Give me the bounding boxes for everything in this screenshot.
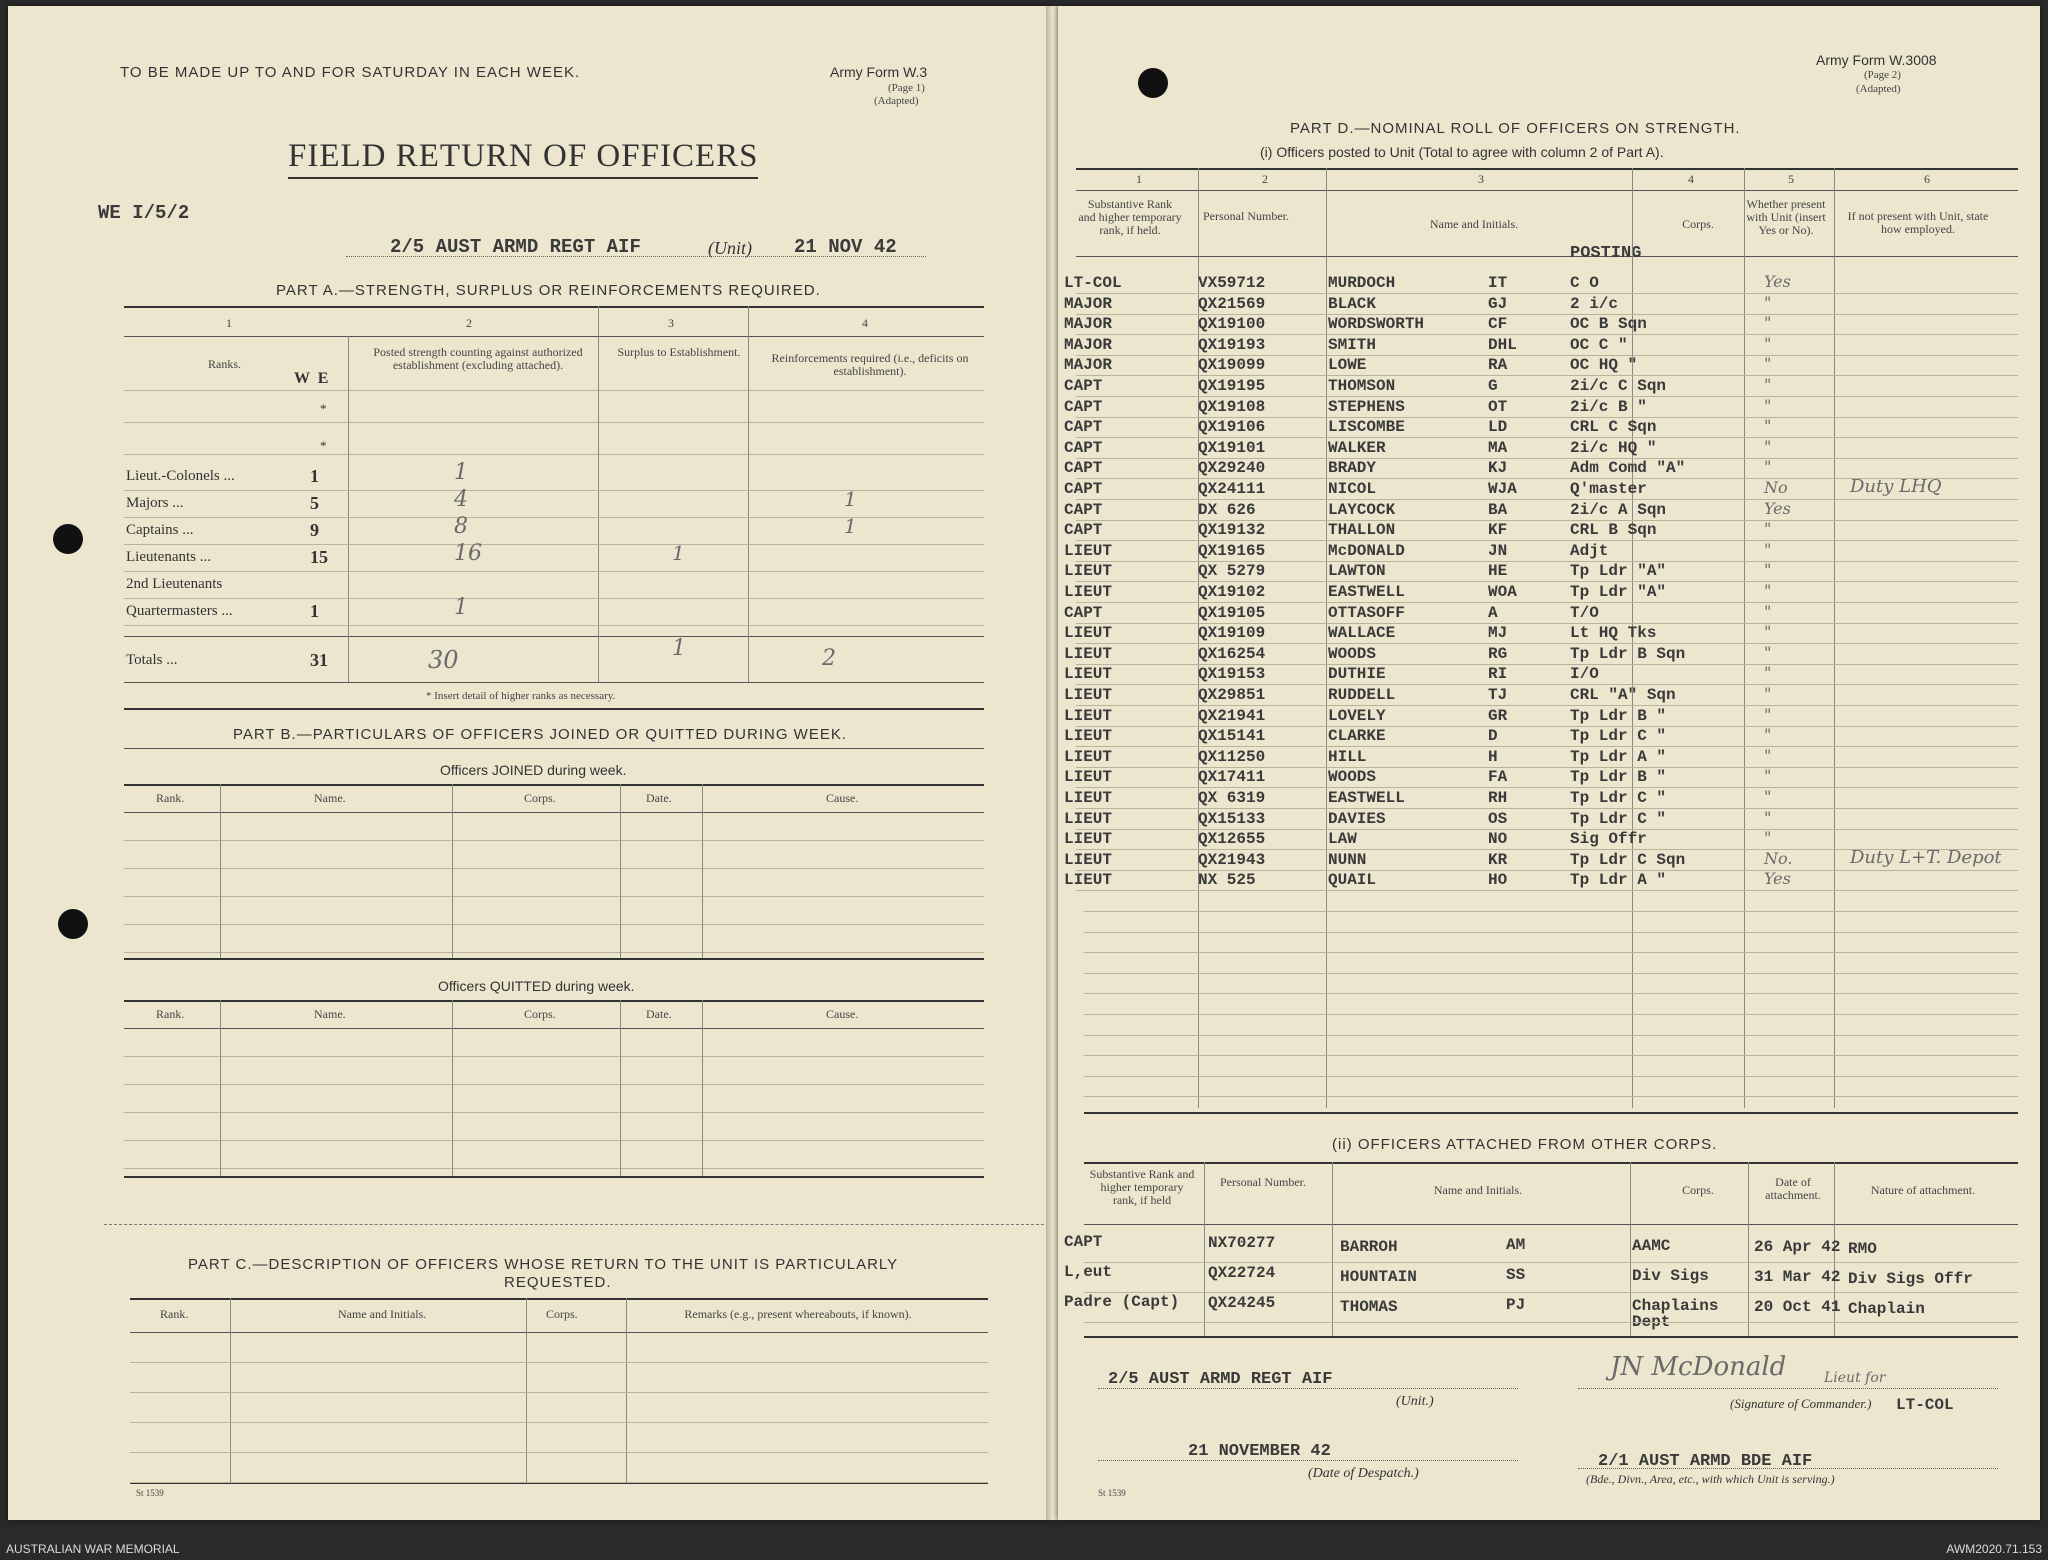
officer-number: QX19101 [1198,438,1266,457]
punch-hole [53,524,83,554]
officer-posting: I/O [1570,665,1599,684]
attached-date: 26 Apr 42 [1754,1238,1841,1256]
attached-nature: RMO [1848,1240,1877,1258]
officer-name: LAW [1328,830,1357,849]
unit-name: 2/5 AUST ARMD REGT AIF [390,236,641,258]
rank-row-surplus: 1 [672,541,685,565]
totals-we: 31 [310,650,328,670]
form-page-right: (Page 2) [1864,69,1901,81]
quitted-heading: Officers QUITTED during week. [438,978,635,994]
officer-present: " [1764,354,1772,374]
officer-present: " [1764,684,1772,703]
officer-rank: CAPT [1064,377,1103,395]
totals-surplus: 1 [672,636,686,661]
despatch-label: (Date of Despatch.) [1308,1466,1419,1481]
totals-reinf: 2 [822,646,836,671]
officer-rank: MAJOR [1064,294,1113,313]
officer-rank: MAJOR [1064,315,1113,334]
column-number: 1 [1136,172,1142,186]
officer-present: " [1764,457,1772,477]
officer-initials: WOA [1488,583,1517,601]
posting-header: POSTING [1570,244,1642,263]
signature-title: LT-COL [1896,1396,1954,1414]
attached-rank: CAPT [1064,1233,1103,1251]
col-name: Name and Initials. [1429,217,1519,231]
officer-present: Yes [1764,869,1791,889]
officer-present: " [1764,375,1772,394]
officer-rank: LIEUT [1064,871,1113,890]
col-present: Whether present with Unit (insert Yes or No). [1746,197,1826,237]
officer-posting: 2 i/c [1570,294,1619,313]
officer-posting: Tp Ldr C " [1570,727,1667,746]
commander-signature: JN McDonald [1610,1352,1787,1382]
attached-rank: L,eut [1064,1263,1113,1281]
officer-initials: KF [1488,521,1508,540]
attached-initials: PJ [1506,1296,1526,1314]
officer-posting: OC B Sqn [1570,315,1647,334]
officer-number: QX21569 [1198,294,1266,313]
officer-initials: KJ [1488,459,1508,478]
officer-present: " [1764,416,1772,436]
attached-name: THOMAS [1340,1298,1398,1316]
col-rank: Substantive Rank and higher temporary rank, if held. [1078,197,1182,237]
officer-number: QX19195 [1198,377,1266,395]
officer-posting: Tp Ldr "A" [1570,583,1667,601]
part-a-footnote: * Insert detail of higher ranks as necessary. [426,690,616,702]
joined-table-col: Date. [646,791,672,805]
officer-number: QX15141 [1198,727,1266,746]
officer-name: WOODS [1328,768,1377,787]
officer-number: NX 525 [1198,871,1256,890]
quitted-table-col: Name. [314,1007,346,1021]
officer-number: QX29240 [1198,459,1266,478]
formation-label: (Bde., Divn., Area, etc., with which Unit is serving.) [1586,1472,1835,1486]
part-a-heading: PART A.—STRENGTH, SURPLUS OR REINFORCEMENTS REQUIRED. [276,282,821,299]
punch-hole [58,909,88,939]
officer-present: Yes [1764,272,1791,291]
officer-rank: LIEUT [1064,644,1113,663]
we-header: W E [294,370,331,387]
officer-initials: MA [1488,438,1508,457]
officer-number: DX 626 [1198,500,1256,519]
joined-table-col: Name. [314,791,346,805]
quitted-table-col: Corps. [524,1007,556,1021]
officer-present: " [1764,313,1772,333]
officer-present: " [1764,642,1772,662]
officer-present: " [1764,333,1772,353]
officer-number: QX19100 [1198,315,1266,334]
officer-number: QX19105 [1198,603,1266,622]
rank-row-posted: 4 [454,487,468,512]
quitted-table-col: Date. [646,1007,672,1021]
officer-name: NUNN [1328,850,1367,869]
column-number: 3 [1478,172,1484,186]
officer-number: QX19106 [1198,418,1266,437]
officer-posting: Sig Offr [1570,830,1647,849]
joined-heading: Officers JOINED during week. [440,762,627,778]
attached-corps: AAMC [1632,1237,1671,1255]
officer-present: " [1764,395,1772,415]
column-number: 4 [1688,172,1694,186]
officer-present: Yes [1764,498,1791,518]
officer-number: QX17411 [1198,768,1266,787]
signature-note: Lieut for [1824,1370,1886,1386]
form-adapted-right: (Adapted) [1856,83,1901,95]
officer-initials: A [1488,603,1498,622]
officer-rank: LIEUT [1064,768,1113,787]
officer-posting: Tp Ldr "A" [1570,562,1667,581]
officer-initials: LD [1488,418,1508,437]
unit-label: (Unit) [708,238,752,258]
officer-rank: LIEUT [1064,624,1113,643]
officer-rank: CAPT [1064,603,1103,622]
officer-initials: RG [1488,644,1508,663]
attached-rank: Padre (Capt) [1064,1293,1180,1311]
officer-number: QX19108 [1198,397,1266,416]
officer-present: " [1764,725,1772,745]
form-number-right: Army Form W.3008 [1816,52,1937,68]
column-number: 2 [1262,172,1268,186]
officer-posting: C O [1570,274,1599,292]
form-page: (Page 1) [888,82,925,94]
officer-posting: 2i/c A Sqn [1570,500,1667,519]
officer-initials: WJA [1488,480,1517,498]
signature-label: (Signature of Commander.) [1730,1396,1872,1411]
form-number: Army Form W.3 [830,64,928,80]
officer-name: BRADY [1328,459,1377,478]
officer-initials: OT [1488,397,1508,416]
punch-hole [1138,68,1168,98]
officer-initials: RA [1488,356,1508,375]
officer-posting: 2i/c C Sqn [1570,377,1667,395]
rank-row-posted: 16 [454,541,482,566]
attached-nature: Div Sigs Offr [1848,1270,1973,1288]
officer-rank: CAPT [1064,480,1103,498]
officer-number: VX59712 [1198,274,1266,292]
officer-initials: RH [1488,789,1508,807]
officer-number: QX19099 [1198,356,1266,375]
left-page: TO BE MADE UP TO AND FOR SATURDAY IN EACH WEEK. Army Form W.3 (Page 1) (Adapted) FIELD RETURN OF OFFICERS WE I/5/2 2/5 AUST ARMD REGT AIF (Unit) 21 NOV 42 PART A.—STRENGTH, SURPLUS OR REINFORCEMENTS REQUIRED. 1 2 3 4 Ranks. W E Posted strength counting against authorized establishment (excluding attached). Surplus to Establishment. Reinforcements required (i.e., deficits on establishment). * * Totals ... 31 30 1 2 * Insert detail of higher ranks as necessary. PART B.—PARTICULARS OF OFFICERS JOINED OR QUITTED DURING WEEK. Officers JOINED during week. Officers QUITTED during week. PART C.—DESCRIPTION OF OFFICERS WHOSE RETURN TO THE UNIT IS PARTICULARLY REQUESTED. Rank. Name and Initials. Corps. Remarks (e.g., present whereabouts, if known). St 1539 Lieut.-Colonels ... 1 1 Majors ... 5 4 1 Captains ... 9 8 1 Lieutenants ... 15 16 1 2nd Lieutenants Quartermasters ... 1 1 Rank. Name. Corps. Date. Cause. Rank. Name. Corps. Date. Cause. [8,6,1054,1520]
rank-row-label: 2nd Lieutenants [126,576,223,592]
col-posted: Posted strength counting against authorized establishment (excluding attached). [373,345,583,372]
officer-posting: Tp Ldr B Sqn [1570,644,1686,663]
officer-number: QX19102 [1198,583,1266,601]
officer-initials: JN [1488,541,1508,560]
officer-rank: CAPT [1064,397,1103,416]
officer-posting: CRL C Sqn [1570,418,1657,437]
attached-nature: Chaplain [1848,1300,1925,1318]
officer-name: RUDDELL [1328,686,1396,704]
officer-rank: CAPT [1064,500,1103,519]
part-c-heading-2: REQUESTED. [504,1274,612,1291]
officer-name: SMITH [1328,335,1377,354]
officer-number: QX15133 [1198,809,1266,828]
rank-row-we: 1 [310,466,319,486]
part-d-subheading: (i) Officers posted to Unit (Total to agree with column 2 of Part A). [1260,144,1664,160]
quitted-table-col: Rank. [156,1007,185,1021]
officer-employed: Duty L+T. Depot [1850,846,2002,868]
officer-initials: FA [1488,768,1508,787]
col-ranks: Ranks. [208,357,241,371]
officer-name: EASTWELL [1328,789,1405,807]
officer-name: WOODS [1328,644,1377,663]
officer-name: LAYCOCK [1328,500,1396,519]
officer-name: STEPHENS [1328,397,1405,416]
joined-table-col: Rank. [156,791,185,805]
officer-present: " [1764,745,1772,765]
officer-present: " [1764,807,1772,827]
officer-name: EASTWELL [1328,583,1405,601]
officer-rank: CAPT [1064,459,1103,478]
rank-row-label: Lieutenants ... [126,549,211,565]
officer-present: No. [1764,848,1793,868]
officer-rank: CAPT [1064,418,1103,437]
joined-table-col: Corps. [524,791,556,805]
officer-rank: LIEUT [1064,727,1113,746]
rank-row-posted: 1 [454,595,468,620]
officer-present: " [1764,704,1772,724]
rank-row-label: Quartermasters ... [126,603,233,619]
column-number: 5 [1788,172,1794,186]
despatch-date: 21 NOVEMBER 42 [1188,1442,1331,1461]
officer-rank: LIEUT [1064,747,1113,766]
part-d-heading: PART D.—NOMINAL ROLL OF OFFICERS ON STRENGTH. [1290,120,1741,137]
column-number: 6 [1924,172,1930,186]
officer-posting: 2i/c HQ " [1570,438,1657,457]
attached-corps: Div Sigs [1632,1267,1709,1285]
officer-posting: T/O [1570,603,1599,622]
attached-initials: AM [1506,1236,1526,1254]
quitted-table-col: Cause. [826,1007,859,1021]
rank-row-reinf: 1 [844,487,857,511]
rank-row-we: 15 [310,547,328,567]
officer-number: QX 6319 [1198,789,1266,807]
attached-date: 31 Mar 42 [1754,1268,1841,1286]
unit-label-right: (Unit.) [1396,1394,1434,1409]
officer-posting: Lt HQ Tks [1570,624,1657,643]
officer-rank: LIEUT [1064,809,1113,828]
officer-name: LISCOMBE [1328,418,1405,437]
officer-posting: OC C " [1570,335,1628,354]
attached-number: QX22724 [1208,1264,1276,1282]
col-employed: If not present with Unit, state how employed. [1847,209,1989,236]
officer-number: QX19193 [1198,335,1266,354]
formation-typed: 2/1 AUST ARMD BDE AIF [1598,1452,1813,1471]
rank-row-label: Lieut.-Colonels ... [126,468,235,484]
rank-row-we: 1 [310,601,319,621]
officer-rank: LIEUT [1064,686,1113,704]
part-c-heading: PART C.—DESCRIPTION OF OFFICERS WHOSE RETURN TO THE UNIT IS PARTICULARLY [188,1256,899,1273]
officer-number: QX16254 [1198,644,1266,663]
officer-posting: OC HQ " [1570,356,1638,375]
officer-name: OTTASOFF [1328,603,1405,622]
officer-present: " [1764,581,1772,600]
officer-initials: GR [1488,706,1508,725]
officer-initials: KR [1488,850,1508,869]
officer-present: " [1764,787,1772,806]
officer-posting: Tp Ldr C " [1570,789,1667,807]
rank-row-label: Majors ... [126,495,184,511]
officer-rank: CAPT [1064,438,1103,457]
form-title: FIELD RETURN OF OFFICERS [288,138,758,179]
officer-posting: Tp Ldr B " [1570,768,1667,787]
officer-rank: LIEUT [1064,665,1113,684]
officer-initials: D [1488,727,1498,746]
officer-initials: NO [1488,830,1508,849]
attached-name: BARROH [1340,1238,1398,1256]
officer-present: " [1764,539,1772,559]
unit-typed: 2/5 AUST ARMD REGT AIF [1108,1370,1333,1389]
officer-present: " [1764,519,1772,539]
right-page: Army Form W.3008 (Page 2) (Adapted) PART D.—NOMINAL ROLL OF OFFICERS ON STRENGTH. (i) Officers posted to Unit (Total to agree with column 2 of Part A). Substantive Rank and higher temporary rank, if held. Personal Number. Name and Initials. Corps. Whether present with Unit (insert Yes or No). If not present with Unit, state how employed. POSTING (ii) OFFICERS ATTACHED FROM OTHER CORPS. Substantive Rank and higher temporary rank, if held Personal Number. Name and Initials. Corps. Date of attachment. Nature of attachment. 2/5 AUST ARMD REGT AIF (Unit.) JN McDonald Lieut for LT-COL (Signature of Commander.) 21 NOVEMBER 42 (Date of Despatch.) 2/1 AUST ARMD BDE AIF (Bde., Divn., Area, etc., with which Unit is serving.) St 1539 1 2 3 4 5 6 LT-COL VX59712 MURDOCH IT C O Yes MAJOR QX21569 BLACK GJ 2 i/c " MAJOR QX19100 WORDSWORTH CF OC B Sqn " MAJOR QX19193 SMITH DHL OC C " " MAJOR QX19099 LOWE RA OC HQ " " CAPT QX19195 THOMSON G 2i/c C Sqn " CAPT QX19108 STEPHENS OT 2i/c B " " CAPT QX19106 LISCOMBE LD CRL C Sqn " CAPT QX19101 WALKER MA 2i/c HQ " " CAPT QX29240 BRADY KJ Adm Comd "A" " CAPT QX24111 NICOL WJA Q'master No Duty LHQ CAPT DX 626 LAYCOCK BA 2i/c A Sqn Yes CAPT QX19132 THALLON KF CRL B Sqn " LIEUT QX19165 McDONALD JN Adjt " LIEUT QX 5279 LAWTON HE Tp Ldr "A" " LIEUT QX19102 EASTWELL WOA Tp Ldr "A" " CAPT QX19105 OTTASOFF A T/O " LIEUT QX19109 WALLACE MJ Lt HQ Tks " LIEUT QX16254 WOODS RG Tp Ldr B Sqn " LIEUT QX19153 DUTHIE RI I/O " LIEUT QX29851 RUDDELL TJ CRL "A" Sqn " LIEUT QX21941 LOVELY GR Tp Ldr B " " LIEUT QX15141 CLARKE D Tp Ldr C " " LIEUT QX11250 HILL H Tp Ldr A " " LIEUT QX17411 WOODS FA Tp Ldr B " " LIEUT QX 6319 EASTWELL RH Tp Ldr C " " LIEUT QX15133 DAVIES OS Tp Ldr C " " LIEUT QX12655 LAW NO Sig Offr " LIEUT QX21943 NUNN KR Tp Ldr C Sqn No. Duty L+T. Depot LIEUT NX 525 QUAIL HO Tp Ldr A " Yes CAPT NX70277 BARROH AM AAMC 26 Apr 42 RMO L,eut QX22724 HOUNTAIN SS Div Sigs 31 Mar 42 Div Sigs Offr Padre (Capt) QX24245 THOMAS PJ Chaplains Dept 20 Oct 41 Chaplain [1058,6,2040,1520]
officer-posting: Adm Comd "A" [1570,459,1686,478]
officer-initials: HO [1488,871,1508,890]
officer-posting: CRL "A" Sqn [1570,686,1676,704]
officer-initials: IT [1488,274,1508,292]
officer-initials: BA [1488,500,1508,519]
officer-initials: MJ [1488,624,1508,643]
officer-name: THOMSON [1328,377,1396,395]
officer-posting: Tp Ldr A " [1570,747,1667,766]
officer-name: NICOL [1328,480,1377,498]
rank-row-posted: 8 [454,514,468,539]
col-surplus: Surplus to Establishment. [617,345,741,359]
officer-name: WALKER [1328,438,1386,457]
officer-initials: GJ [1488,294,1508,313]
officer-rank: MAJOR [1064,356,1113,375]
rank-row-reinf: 1 [844,514,857,538]
attached-corps: Chaplains Dept [1632,1297,1719,1331]
officer-posting: 2i/c B " [1570,397,1647,416]
officer-number: QX21941 [1198,706,1266,725]
officer-name: LOWE [1328,356,1367,375]
officer-name: MURDOCH [1328,274,1396,292]
totals-posted: 30 [428,646,459,674]
officer-initials: CF [1488,315,1508,334]
officer-number: QX 5279 [1198,562,1266,581]
officer-posting: Tp Ldr A " [1570,871,1667,890]
totals-label: Totals ... [126,652,178,668]
officer-present: " [1764,766,1772,786]
officer-number: QX11250 [1198,747,1266,766]
officer-number: QX19109 [1198,624,1266,643]
rank-row-label: Captains ... [126,522,194,538]
officer-rank: MAJOR [1064,335,1113,354]
officer-posting: Tp Ldr C " [1570,809,1667,828]
officer-name: BLACK [1328,294,1377,313]
joined-table-col: Cause. [826,791,859,805]
col-number: Personal Number. [1203,209,1289,223]
officer-rank: CAPT [1064,521,1103,540]
officer-posting: Q'master [1570,480,1647,498]
officer-number: QX24111 [1198,480,1266,498]
col-corps: Corps. [1682,217,1714,231]
we-reference: WE I/5/2 [98,202,190,224]
officer-present: " [1764,828,1772,848]
officer-present: " [1764,292,1772,312]
form-adapted: (Adapted) [874,95,919,107]
officer-present: " [1764,436,1772,456]
officer-name: DAVIES [1328,809,1386,828]
officer-posting: CRL B Sqn [1570,521,1657,540]
officer-initials: H [1488,747,1498,766]
officer-rank: LT-COL [1064,274,1122,292]
print-code-right: St 1539 [1098,1488,1126,1498]
officer-rank: LIEUT [1064,789,1113,807]
officer-number: QX19153 [1198,665,1266,684]
officer-rank: LIEUT [1064,850,1113,869]
officer-name: WALLACE [1328,624,1396,643]
return-date: 21 NOV 42 [794,236,897,258]
officer-initials: TJ [1488,686,1508,704]
officer-number: QX19165 [1198,541,1266,560]
officer-posting: Tp Ldr B " [1570,706,1667,725]
officer-name: WORDSWORTH [1328,315,1425,334]
officer-initials: OS [1488,809,1508,828]
officer-name: QUAIL [1328,871,1377,890]
officer-number: QX12655 [1198,830,1266,849]
rank-row-posted: 1 [454,460,468,485]
rank-row-we: 5 [310,493,319,513]
print-code-left: St 1539 [136,1488,164,1498]
officer-rank: LIEUT [1064,562,1113,581]
officer-initials: RI [1488,665,1508,684]
attached-heading: (ii) OFFICERS ATTACHED FROM OTHER CORPS. [1332,1136,1718,1153]
officer-initials: DHL [1488,335,1517,354]
attached-initials: SS [1506,1266,1526,1284]
instruction-text: TO BE MADE UP TO AND FOR SATURDAY IN EACH WEEK. [120,64,581,81]
attached-number: QX24245 [1208,1294,1276,1312]
officer-name: LOVELY [1328,706,1386,725]
officer-present: " [1764,663,1772,683]
officer-name: DUTHIE [1328,665,1386,684]
officer-name: LAWTON [1328,562,1386,581]
officer-initials: G [1488,377,1498,395]
officer-rank: LIEUT [1064,541,1113,560]
attached-date: 20 Oct 41 [1754,1298,1841,1316]
officer-present: " [1764,622,1772,642]
officer-name: CLARKE [1328,727,1386,746]
officer-number: QX21943 [1198,850,1266,869]
officer-present: No [1764,478,1788,497]
officer-rank: LIEUT [1064,583,1113,601]
officer-present: " [1764,560,1772,580]
col-reinforcements: Reinforcements required (i.e., deficits on establishment). [771,351,969,378]
attached-name: HOUNTAIN [1340,1268,1417,1286]
footer-source: AUSTRALIAN WAR MEMORIAL [6,1542,180,1556]
officer-name: HILL [1328,747,1367,766]
officer-employed: Duty LHQ [1850,476,1942,497]
part-b-heading: PART B.—PARTICULARS OF OFFICERS JOINED OR QUITTED DURING WEEK. [233,726,848,743]
officer-name: McDONALD [1328,541,1405,560]
officer-posting: Adjt [1570,541,1609,560]
officer-rank: LIEUT [1064,706,1113,725]
officer-number: QX19132 [1198,521,1266,540]
officer-number: QX29851 [1198,686,1266,704]
attached-number: NX70277 [1208,1234,1276,1252]
officer-name: THALLON [1328,521,1396,540]
officer-rank: LIEUT [1064,830,1113,849]
rank-row-we: 9 [310,520,319,540]
footer-accession: AWM2020.71.153 [1946,1542,2042,1556]
officer-initials: HE [1488,562,1508,581]
officer-present: " [1764,601,1772,621]
officer-posting: Tp Ldr C Sqn [1570,850,1686,869]
